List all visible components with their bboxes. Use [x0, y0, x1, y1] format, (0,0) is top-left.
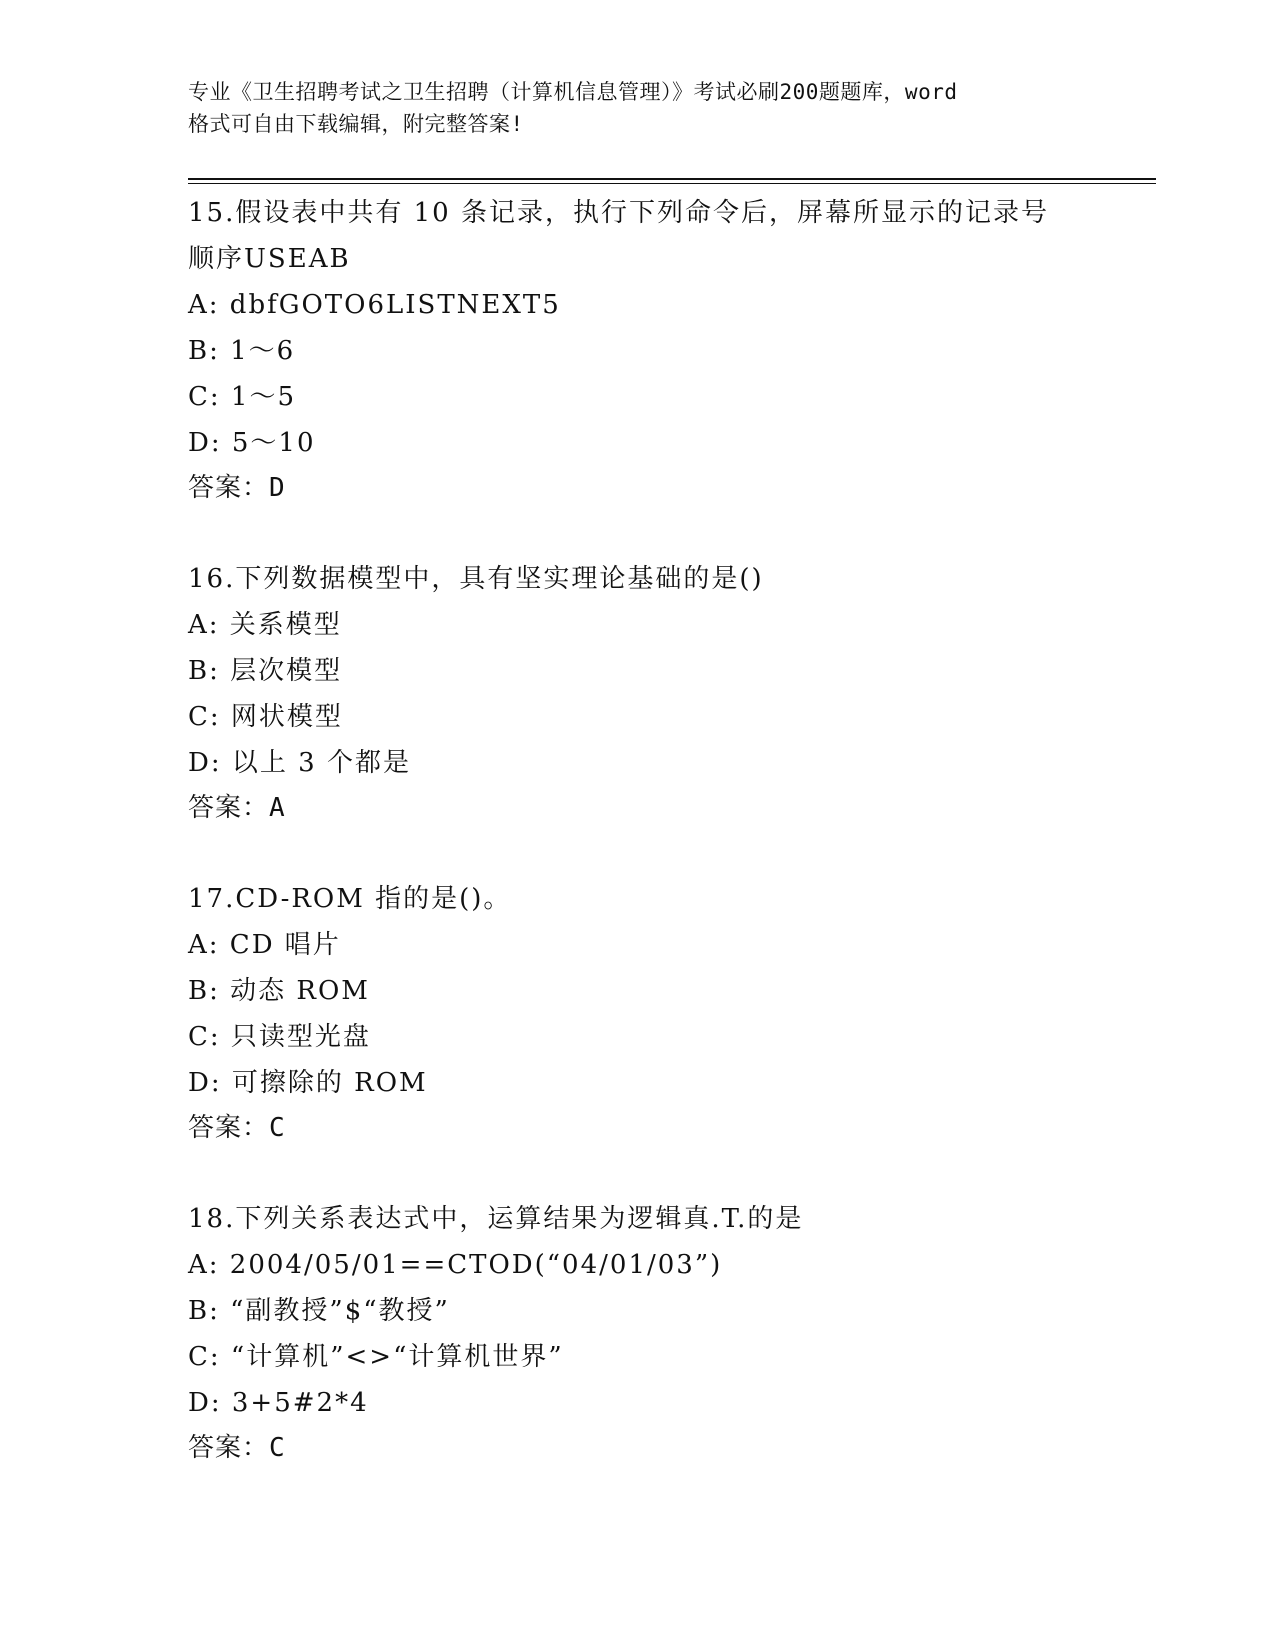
header-divider [188, 178, 1156, 184]
question-title-continued: 顺序USEAB [188, 244, 351, 274]
question-title: 16.下列数据模型中，具有坚实理论基础的是() [188, 564, 764, 594]
question-title: 18.下列关系表达式中，运算结果为逻辑真.T.的是 [188, 1204, 804, 1234]
header-line-1: 专业《卫生招聘考试之卫生招聘（计算机信息管理）》考试必刷200题题库，word [188, 80, 958, 104]
answer-line: 答案：C [188, 1433, 286, 1463]
option-c: C: 网状模型 [188, 702, 343, 732]
option-a: A: 2004/05/01==CTOD(“04/01/03”) [188, 1250, 723, 1280]
option-a: A: dbfGOTO6LISTNEXT5 [188, 290, 561, 320]
option-b: B: 动态 ROM [188, 976, 370, 1006]
option-d: D: 5～10 [188, 428, 316, 458]
header-line-2: 格式可自由下载编辑，附完整答案! [188, 112, 524, 136]
option-d: D: 3+5#2*4 [188, 1388, 369, 1418]
question-17 [188, 876, 1148, 1150]
option-b: B: 层次模型 [188, 656, 343, 686]
question-title: 17.CD-ROM 指的是()。 [188, 884, 512, 914]
option-a: A: 关系模型 [188, 610, 342, 640]
question-16 [188, 556, 1148, 830]
question-15 [188, 190, 1148, 510]
question-18 [188, 1196, 1148, 1470]
option-c: C: “计算机”<>“计算机世界” [188, 1342, 564, 1372]
option-b: B: “副教授”$“教授” [188, 1296, 450, 1326]
question-title: 15.假设表中共有 10 条记录，执行下列命令后，屏幕所显示的记录号 [188, 198, 1049, 228]
option-b: B: 1～6 [188, 336, 296, 366]
option-a: A: CD 唱片 [188, 930, 341, 960]
document-header [188, 76, 1088, 140]
option-c: C: 只读型光盘 [188, 1022, 371, 1052]
answer-line: 答案：A [188, 793, 286, 823]
answer-line: 答案：D [188, 473, 286, 503]
answer-line: 答案：C [188, 1113, 286, 1143]
question-list [188, 190, 1148, 1470]
option-d: D: 以上 3 个都是 [188, 748, 411, 778]
option-d: D: 可擦除的 ROM [188, 1068, 428, 1098]
option-c: C: 1～5 [188, 382, 297, 412]
